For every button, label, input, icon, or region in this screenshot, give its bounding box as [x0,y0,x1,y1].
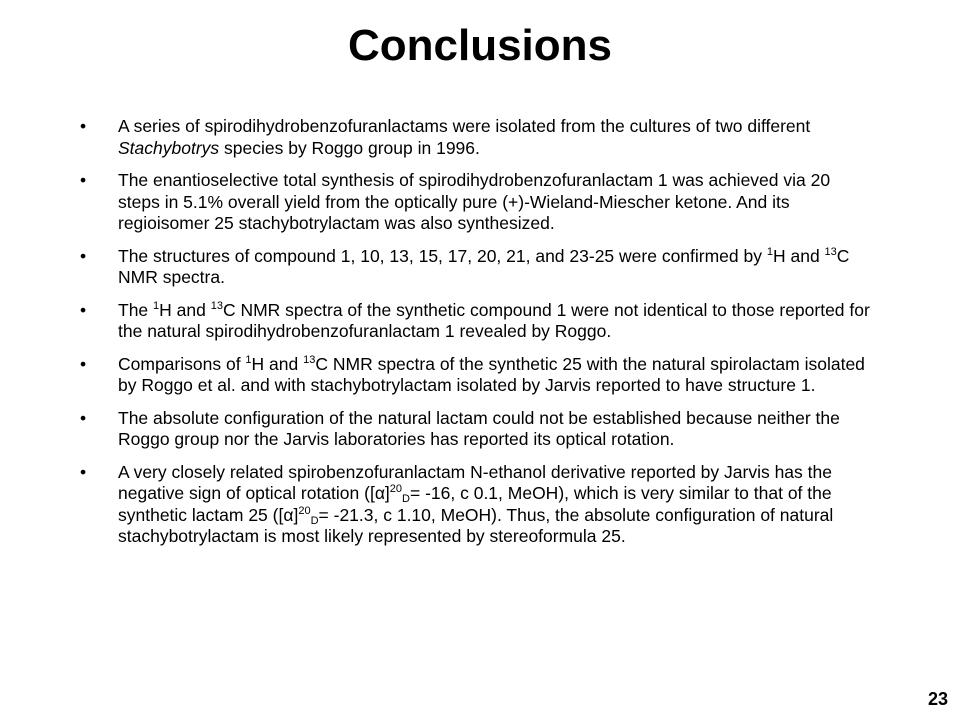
bullet-nmr-mismatch [80,300,870,343]
bullet-text: A series of spirodihydrobenzofuranlactams were isolated from the cultures of two different [118,116,811,136]
bullet-text: H and [251,353,304,374]
bullet-text: = -21.3, c 1.10, MeOH). Thus, the absolute configuration of natural stachybotrylactam is most likely represented by stereoformula 25. [118,504,834,546]
bullet-text: C NMR spectra. [118,245,850,287]
superscript: 1 [153,299,160,312]
bullet-isolation [80,116,870,159]
bullet-absolute-configuration [80,408,870,451]
bullet-text: The structures of compound 1, 10, 13, 15, 17, 20, 21, and 23-25 were confirmed by [118,245,767,266]
superscript: 1 [766,245,773,258]
bullet-text: species by Roggo group in 1996. [219,137,480,158]
bullet-text: C NMR spectra of the synthetic 25 with the natural spirolactam isolated by Roggo et al. and with stachybotrylactam isolated by Jarvis reported to have structure 1. [118,353,865,395]
bullet-structures [80,246,870,289]
bullet-optical-rotation [80,462,870,548]
bullet-text: Comparisons of [118,353,246,374]
bullet-text: C NMR spectra of the synthetic compound 1 were not identical to those reported for the natural spirodihydrobenzofuranlactam 1 revealed by Roggo. [118,299,870,341]
superscript: 13 [303,353,316,366]
subscript: D [310,514,319,527]
bullet-text: = -16, c 0.1, MeOH), which is very similar to that of the synthetic lactam 25 ([α] [118,483,832,525]
bullet-text: H and [159,299,211,320]
bullet-synthesis [80,170,870,235]
genus-name: Stachybotrys [118,137,220,158]
bullet-comparisons [80,354,870,397]
bullet-text: The absolute configuration of the natural lactam could not be established because neither the Roggo group nor the Jarvis laboratories has reported its optical rotation. [118,407,840,449]
slide-title: Conclusions [347,21,613,70]
superscript: 1 [245,353,252,366]
bullet-text: The [118,299,154,320]
bullet-text: A very closely related spirobenzofuranlactam N-ethanol derivative reported by Jarvis has the negative sign of optical rotation ([α] [118,461,832,503]
bullet-text: H and [772,245,825,266]
bullet-text: The enantioselective total synthesis of spirodihydrobenzofuranlactam 1 was achieved via 20 steps in 5.1% overall yield from the optically pure (+)-Wieland-Miescher ketone. And its regioisomer 25 stachybotrylactam was also synthesized. [118,170,831,233]
subscript: D [402,493,410,505]
conclusions-list [80,116,870,559]
superscript: 20 [389,483,403,495]
page-number: 23 [927,689,948,709]
superscript: 20 [298,504,311,517]
superscript: 13 [210,299,223,312]
superscript: 13 [824,245,837,258]
